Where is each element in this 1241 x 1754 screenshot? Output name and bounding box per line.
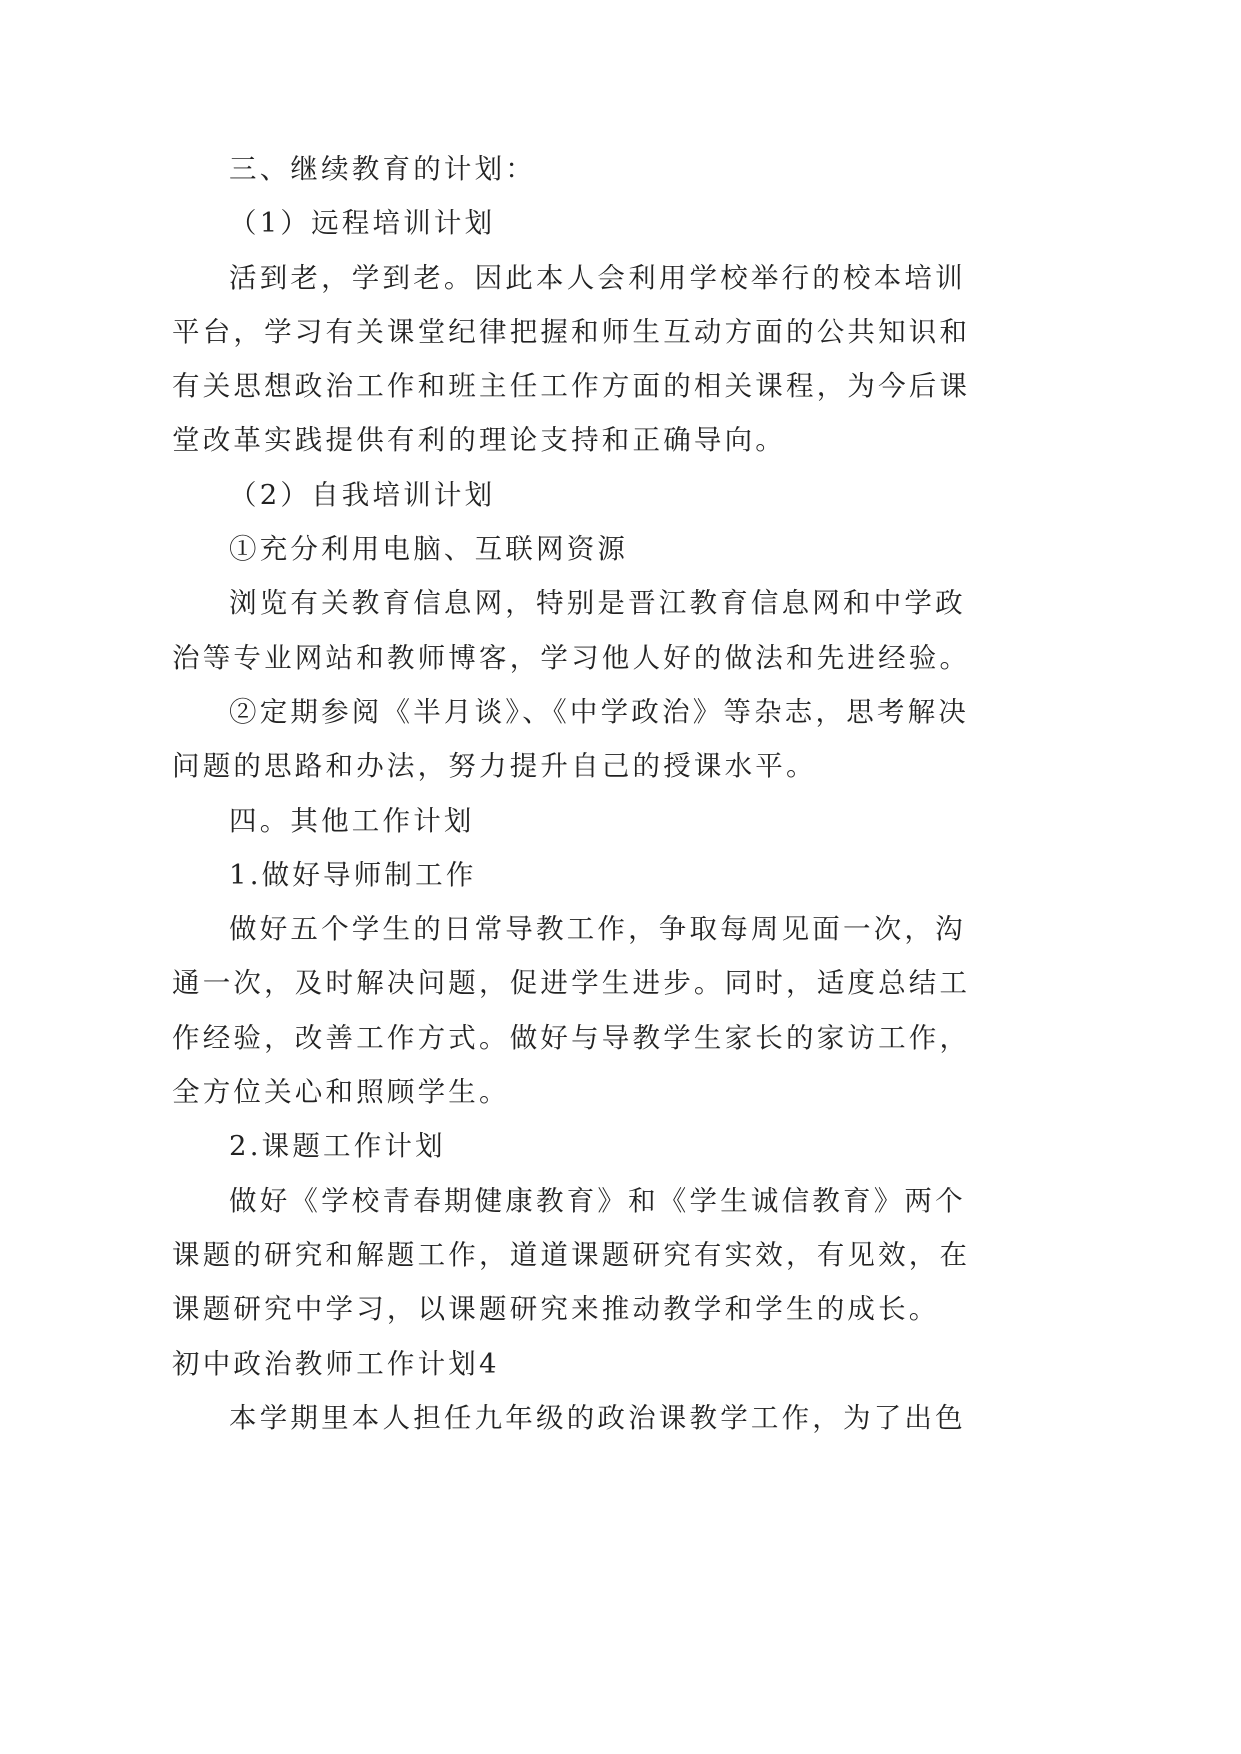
text-line: 有关思想政治工作和班主任工作方面的相关课程，为今后课 bbox=[172, 370, 971, 403]
text-line: 问题的思路和办法，努力提升自己的授课水平。 bbox=[172, 750, 817, 783]
text-line: 堂改革实践提供有利的理论支持和正确导向。 bbox=[172, 424, 786, 457]
text-line: 全方位关心和照顾学生。 bbox=[172, 1076, 510, 1109]
text-line: （2）自我培训计划 bbox=[229, 478, 496, 511]
text-line: 作经验，改善工作方式。做好与导教学生家长的家访工作， bbox=[172, 1021, 971, 1054]
text-line: 四。其他工作计划 bbox=[229, 804, 475, 837]
text-line: 治等专业网站和教师博客，学习他人好的做法和先进经验。 bbox=[172, 641, 971, 674]
text-line: 2.课题工作计划 bbox=[229, 1130, 446, 1163]
text-line: 通一次，及时解决问题，促进学生进步。同时，适度总结工 bbox=[172, 967, 971, 1000]
text-line: 课题研究中学习，以课题研究来推动教学和学生的成长。 bbox=[172, 1293, 940, 1326]
text-line: （1）远程培训计划 bbox=[229, 207, 496, 240]
text-line: 浏览有关教育信息网，特别是晋江教育信息网和中学政 bbox=[229, 587, 966, 620]
text-line: 做好五个学生的日常导教工作，争取每周见面一次，沟 bbox=[229, 913, 966, 946]
text-line: 三、继续教育的计划： bbox=[229, 153, 536, 185]
text-line: 活到老，学到老。因此本人会利用学校举行的校本培训 bbox=[229, 261, 966, 294]
text-line: 初中政治教师工作计划4 bbox=[172, 1347, 500, 1380]
text-line: 本学期里本人担任九年级的政治课教学工作，为了出色 bbox=[229, 1401, 966, 1434]
document-body bbox=[172, 142, 971, 1445]
text-line: ②定期参阅《半月谈》、《中学政治》等杂志，思考解决 bbox=[229, 695, 969, 728]
text-line: 课题的研究和解题工作，道道课题研究有实效，有见效，在 bbox=[172, 1238, 971, 1271]
text-line: ①充分利用电脑、互联网资源 bbox=[229, 533, 629, 566]
text-line: 平台，学习有关课堂纪律把握和师生互动方面的公共知识和 bbox=[172, 315, 971, 348]
text-line: 1.做好导师制工作 bbox=[229, 858, 477, 891]
text-line: 做好《学校青春期健康教育》和《学生诚信教育》两个 bbox=[229, 1184, 966, 1217]
